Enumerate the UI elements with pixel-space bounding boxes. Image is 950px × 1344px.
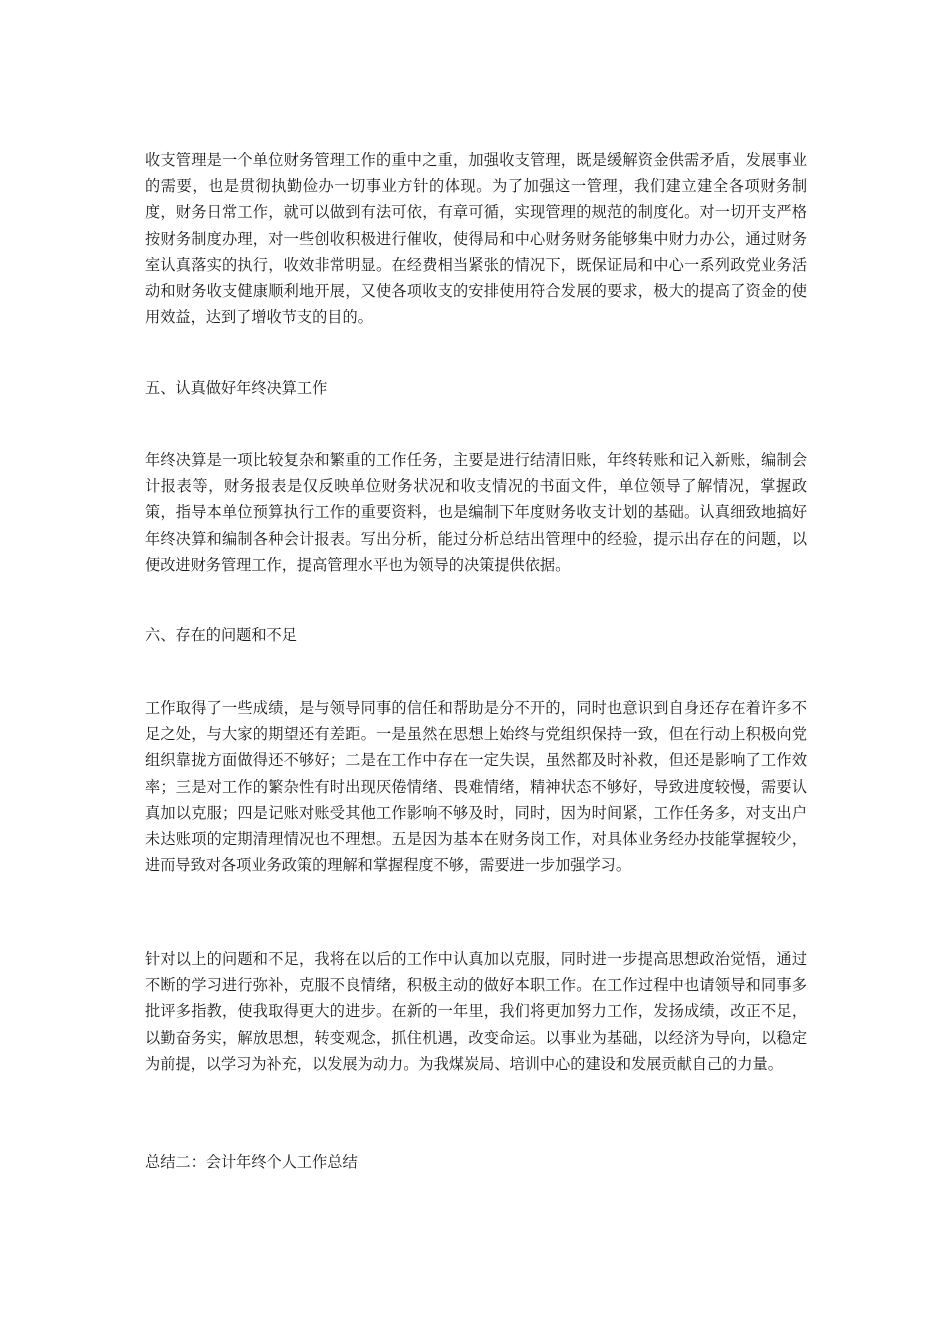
section-heading-year-end-accounts: 五、认真做好年终决算工作 [145, 379, 328, 397]
paragraph-problems: 工作取得了一些成绩，是与领导同事的信任和帮助是分不开的，同时也意识到自身还存在着许多不足之处，与大家的期望还有差距。一是虽然在思想上始终与党组织保持一致，但在行动上积极向党组织靠拢方面做得还不够好；二是在工作中存在一定失误，虽然都及时补救，但还是影响了工作效率；三是对工作的繁杂性有时出现厌倦情绪、畏难情绪，精神状态不够好，导致进度较慢，需要认真加以克服；四是记账对账受其他工作影响不够及时，同时，因为时间紧，工作任务多，对支出户未达账项的定期清理情况也不理想。五是因为基本在财务岗工作，对具体业务经办技能掌握较少，进而导致对各项业务政策的理解和掌握程度不够，需要进一步加强学习。 [145, 699, 807, 875]
paragraph-income-expense-management: 收支管理是一个单位财务管理工作的重中之重，加强收支管理，既是缓解资金供需矛盾，发展事业的需要，也是贯彻执勤俭办一切事业方针的体现。为了加强这一管理，我们建立建全各项财务制度，财务日常工作，就可以做到有法可依，有章可循，实现管理的规范的制度化。对一切开支严格按财务制度办理，对一些创收积极进行催收，使得局和中心财务财务能够集中财力办公，通过财务室认真落实的执行，收效非常明显。在经费相当紧张的情况下，既保证局和中心一系列政党业务活动和财务收支健康顺利地开展，又使各项收支的安排使用符合发展的要求，极大的提高了资金的使用效益，达到了增收节支的目的。 [145, 151, 807, 327]
paragraph-year-end-accounts: 年终决算是一项比较复杂和繁重的工作任务，主要是进行结清旧账，年终转账和记入新账，编制会计报表等，财务报表是仅反映单位财务状况和收支情况的书面文件，单位领导了解情况，掌握政策，指导本单位预算执行工作的重要资料，也是编制下年度财务收支计划的基础。认真细致地搞好年终决算和编制各种会计报表。写出分析，能过分析总结出管理中的经验，提示出存在的问题，以便改进财务管理工作，提高管理水平也为领导的决策提供依据。 [145, 451, 807, 574]
paragraph-improvement-plan: 针对以上的问题和不足，我将在以后的工作中认真加以克服，同时进一步提高思想政治觉悟，通过不断的学习进行弥补，克服不良情绪，积极主动的做好本职工作。在工作过程中也请领导和同事多批评多指教，使我取得更大的进步。在新的一年里，我们将更加努力工作，发扬成绩，改正不足，以勤奋务实，解放思想，转变观念，抓住机遇，改变命运。以事业为基础，以经济为导向，以稳定为前提，以学习为补充，以发展为动力。为我煤炭局、培训中心的建设和发展贡献自己的力量。 [145, 950, 807, 1073]
section-heading-problems: 六、存在的问题和不足 [145, 626, 297, 644]
section-heading-summary-two: 总结二：会计年终个人工作总结 [145, 1153, 358, 1171]
